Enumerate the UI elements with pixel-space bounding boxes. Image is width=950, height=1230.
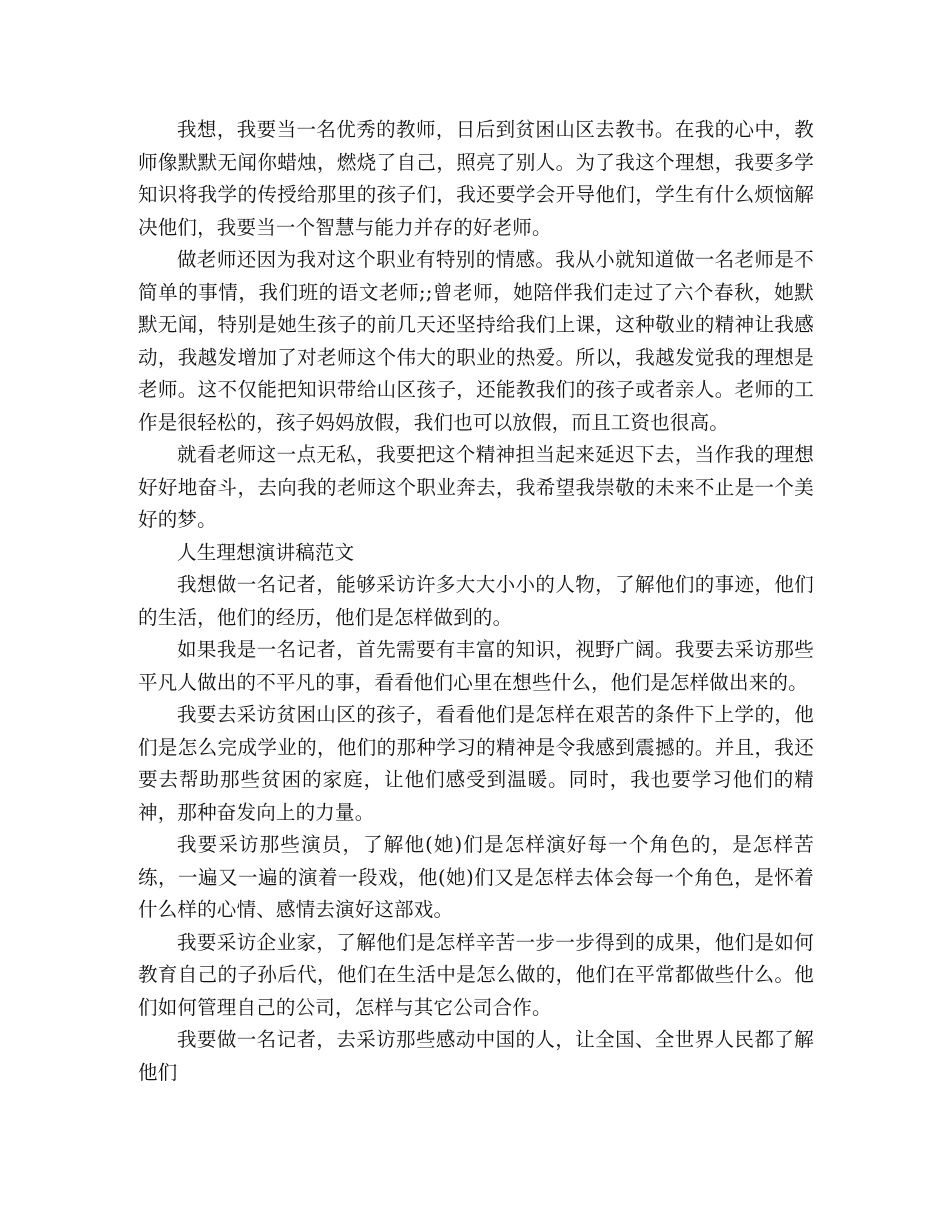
paragraph-reporter-knowledge: 如果我是一名记者，首先需要有丰富的知识，视野广阔。我要去采访那些平凡人做出的不平凡的事，看看他们心里在想些什么，他们是怎样做出来的。 <box>138 638 814 694</box>
paragraph-teacher-feelings: 做老师还因为我对这个职业有特别的情感。我从小就知道做一名老师是不简单的事情，我们班的语文老师;;曾老师，她陪伴我们走过了六个春秋，她默默无闻，特别是她生孩子的前几天还坚持给我们上课，这种敬业的精神让我感动，我越发增加了对老师这个伟大的职业的热爱。所以，我越发觉我的理想是老师。这不仅能把知识带给山区孩子，还能教我们的孩子或者亲人。老师的工作是很轻松的，孩子妈妈放假，我们也可以放假，而且工资也很高。 <box>138 248 814 434</box>
paragraph-reporter-entrepreneurs: 我要采访企业家，了解他们是怎样辛苦一步一步得到的成果，他们是如何教育自己的子孙后代，他们在生活中是怎么做的，他们在平常都做些什么。他们如何管理自己的公司，怎样与其它公司合作。 <box>138 930 814 1019</box>
section-heading: 人生理想演讲稿范文 <box>177 540 355 564</box>
paragraph-reporter-touching-china: 我要做一名记者，去采访那些感动中国的人，让全国、全世界人民都了解他们 <box>138 1028 814 1084</box>
paragraph-teacher-selfless: 就看老师这一点无私，我要把这个精神担当起来延迟下去，当作我的理想好好地奋斗，去向我的老师这个职业奔去，我希望我崇敬的未来不止是一个美好的梦。 <box>138 443 814 531</box>
paragraph-reporter-actors: 我要采访那些演员，了解他(她)们是怎样演好每一个角色的，是怎样苦练，一遍又一遍的演着一段戏，他(她)们又是怎样去体会每一个角色，是怀着什么样的心情、感情去演好这部戏。 <box>138 833 814 921</box>
paragraph-reporter-dream: 我想做一名记者，能够采访许多大大小小的人物，了解他们的事迹，他们的生活，他们的经历，他们是怎样做到的。 <box>138 573 814 629</box>
paragraph-teacher-dream: 我想，我要当一名优秀的教师，日后到贫困山区去教书。在我的心中，教师像默默无闻你蜡烛，燃烧了自己，照亮了别人。为了我这个理想，我要多学知识将我学的传授给那里的孩子们，我还要学会开导他们，学生有什么烦恼解决他们，我要当一个智慧与能力并存的好老师。 <box>138 118 814 239</box>
paragraph-reporter-children: 我要去采访贫困山区的孩子，看看他们是怎样在艰苦的条件下上学的，他们是怎么完成学业的，他们的那种学习的精神是令我感到震撼的。并且，我还要去帮助那些贫困的家庭，让他们感受到温暖。同时，我也要学习他们的精神，那种奋发向上的力量。 <box>138 703 814 824</box>
document-body <box>138 114 814 1089</box>
